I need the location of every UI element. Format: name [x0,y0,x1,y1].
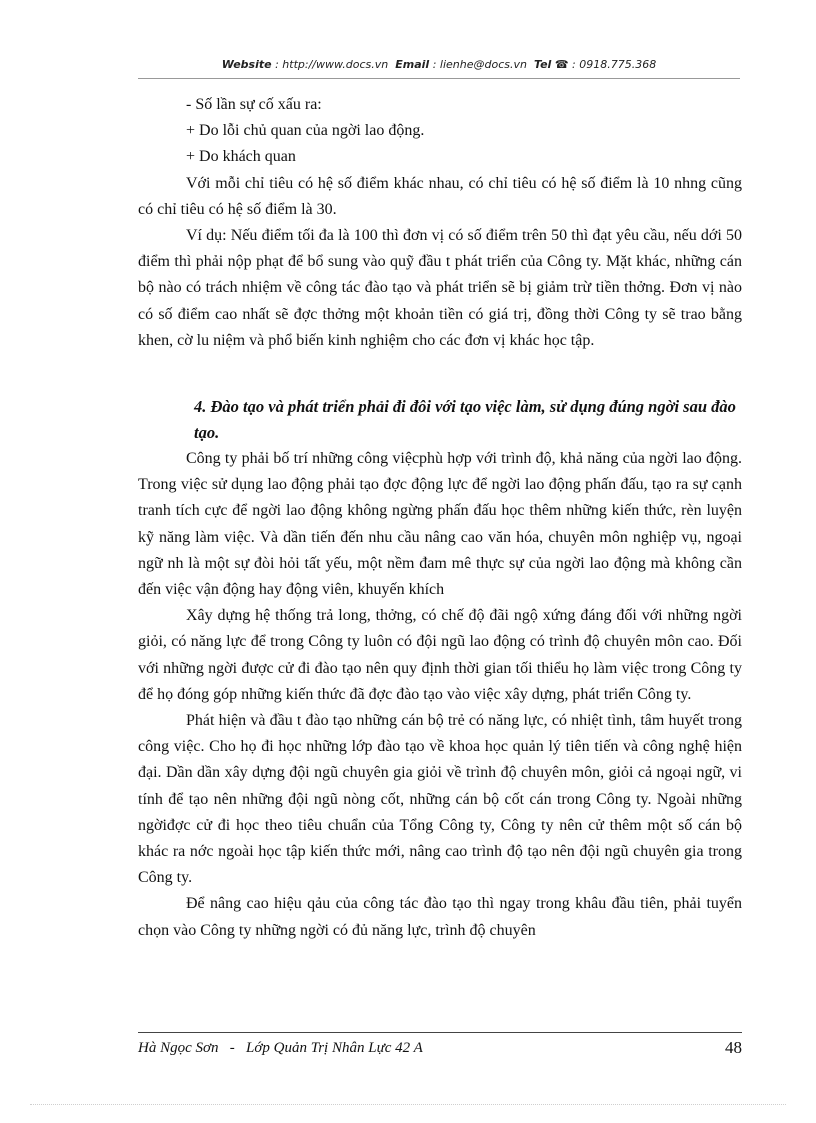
body-paragraph: Công ty phải bố trí những công việcphù hợp với trình độ, khả năng của ngời lao động. Trong việc sử dụng lao động phải tạo đợc động lực để ngời lao động phấn đấu, tạo ra sự cạnh tranh tích cực để ngời lao động không ngừng phấn đấu học thêm những kiến thức, rèn luyện kỹ năng làm việc. Và dần tiến đến nhu cầu nâng cao văn hóa, chuyên môn nghiệp vụ, ngoại ngữ nh là một sự đòi hỏi tất yếu, một nềm đam mê thực sự của ngời lao động mà không cần đến việc vận động hay động viên, khuyến khích [138,450,742,599]
footer-divider [138,1032,742,1033]
page-header [138,58,740,71]
body-line: + Do khách quan [186,148,296,166]
document-body [138,92,742,944]
footer-class: Lớp Quản Trị Nhân Lực 42 A [246,1040,423,1056]
page-footer [138,1040,742,1057]
section-heading: 4. Đào tạo và phát triển phải đi đôi với tạo việc làm, sử dụng đúng ngời sau đào tạo. [194,397,736,443]
footer-separator: - [229,1040,235,1056]
page-number: 48 [725,1038,742,1057]
body-paragraph: Với mỗi chỉ tiêu có hệ số điểm khác nhau, có chỉ tiêu có hệ số điểm là 10 nhng cũng có chỉ tiêu có hệ số điểm là 30. [138,174,742,218]
website-url[interactable]: : http://www.docs.vn [275,58,389,71]
body-paragraph: Để nâng cao hiệu qảu của công tác đào tạo thì ngay trong khâu đầu tiên, phải tuyển chọn vào Công ty những ngời có đủ năng lực, trình độ chuyên [138,895,742,939]
email-address[interactable]: : lienhe@docs.vn [432,58,527,71]
footer-author: Hà Ngọc Sơn [138,1040,219,1056]
tel-label: Tel [533,58,552,71]
body-paragraph: Xây dựng hệ thống trả long, thởng, có chế độ đãi ngộ xứng đáng đối với những ngời giỏi, có năng lực để trong Công ty luôn có đội ngũ lao động có trình độ chuyên môn cao. Đối với những ngời được cử đi đào tạo nên quy định thời gian tối thiểu họ làm việc trong Công ty để họ đóng góp những kiến thức đã đợc đào tạo vào việc xây dựng, phát triển Công ty. [138,607,742,703]
body-paragraph: Phát hiện và đầu t đào tạo những cán bộ trẻ có năng lực, có nhiệt tình, tâm huyết trong công việc. Cho họ đi học những lớp đào tạo về khoa học quản lý tiên tiến và công nghệ hiện đại. Dần dần xây dựng đội ngũ chuyên gia giỏi về trình độ chuyên môn, giỏi cả ngoại ngữ, vi tính để tạo nên những đội ngũ nòng cốt, những cán bộ cốt cán trong Công ty. Ngoài những ngờiđợc cử đi học theo tiêu chuẩn của Tổng Công ty, Công ty nên cử thêm một số cán bộ khác ra nớc ngoài học tập kiến thức mới, nâng cao trình độ tạo nên đội ngũ chuyên gia trong Công ty. [138,712,742,887]
email-label: Email [395,58,430,71]
phone-icon: ☎ [554,58,569,71]
body-line: + Do lỗi chủ quan của ngời lao động. [186,122,425,140]
tel-number: : 0918.775.368 [572,58,657,71]
body-paragraph: Ví dụ: Nếu điểm tối đa là 100 thì đơn vị có số điểm trên 50 thì đạt yêu cầu, nếu dới 50 điểm thì phải nộp phạt để bổ sung vào quỹ đầu t phát triển của Công ty. Mặt khác, những cán bộ nào có trách nhiệm về công tác đào tạo và phát triển sẽ bị giảm trừ tiền thởng. Đơn vị nào có số điểm cao nhất sẽ đợc thởng một khoản tiền có giá trị, đồng thời Công ty sẽ trao bằng khen, cờ lu niệm và phổ biến kinh nghiệm cho các đơn vị khác học tập. [138,227,742,349]
body-line: - Số lần sự cố xấu ra: [186,96,322,113]
website-label: Website [221,58,272,71]
header-divider [138,78,740,79]
page-edge [30,1104,786,1105]
